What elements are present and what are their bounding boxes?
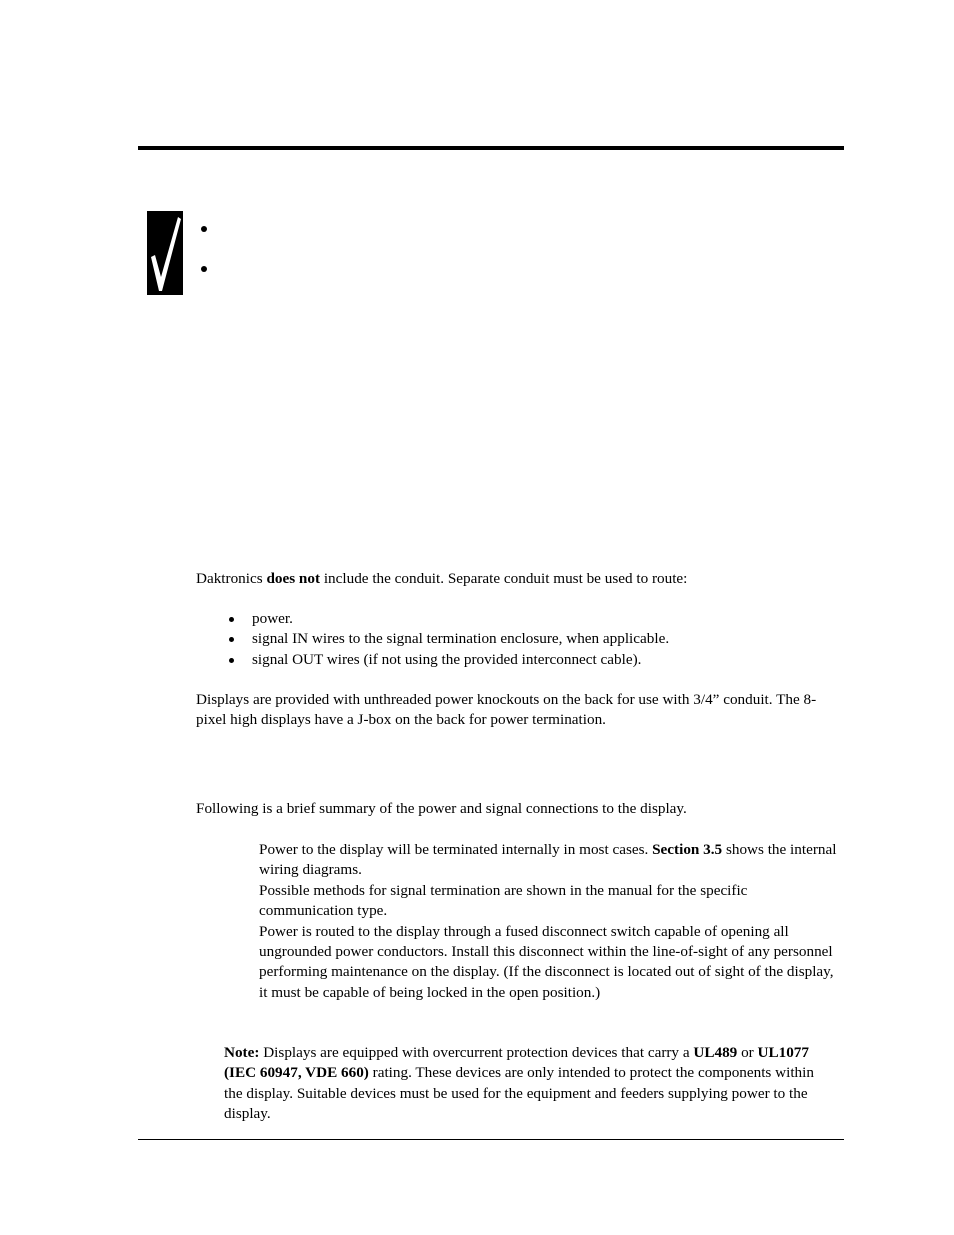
- power-step-text-end: shows the internal wiring diagrams.: [259, 841, 837, 879]
- note-text: or: [737, 1044, 758, 1061]
- list-item: signal OUT wires (if not using the provided interconnect cable).: [196, 650, 669, 670]
- checklist-bullet: [198, 260, 218, 300]
- checklist-bullet: [198, 220, 218, 260]
- note-rating-ul489: UL489: [693, 1044, 738, 1061]
- power-step-text: Power to the display will be terminated internally in most cases.: [259, 841, 653, 858]
- intro-text-end: include the conduit. Separate conduit must be used to route:: [320, 570, 688, 587]
- signal-step: Possible methods for signal termination are shown in the manual for the specific communication type.: [259, 881, 748, 920]
- checkmark-icon: [147, 211, 183, 295]
- note-label: Note:: [224, 1044, 260, 1061]
- conduit-intro: [196, 569, 846, 589]
- section-reference: Section 3.5: [652, 841, 723, 858]
- disconnect-step: Power is routed to the display through a fused disconnect switch capable of opening all ungrounded power conductors. Install this disconnect within the line-of-sight of any personnel performing maintenance on the display. (If the disconnect is located out of sight of the display, it must be capable of being locked in the open position.): [259, 922, 834, 1001]
- footer-rule: [138, 1139, 844, 1140]
- note-paragraph: [224, 1043, 834, 1125]
- note-rating-ul1077: UL1077 (IEC 60947, VDE 660): [224, 1044, 809, 1082]
- connection-steps: [259, 840, 839, 1003]
- summary-paragraph: Following is a brief summary of the power and signal connections to the display.: [196, 800, 687, 817]
- list-item: signal IN wires to the signal termination enclosure, when applicable.: [196, 629, 669, 649]
- note-text: rating. These devices are only intended to protect the components within the display. Suitable devices must be used for the equipment and feeders supplying power to the display.: [224, 1064, 814, 1123]
- intro-text: Daktronics: [196, 570, 267, 587]
- header-rule: [138, 146, 844, 150]
- power-step: [259, 840, 839, 881]
- knockouts-paragraph: Displays are provided with unthreaded power knockouts on the back for use with 3/4” conduit. The 8-pixel high displays have a J-box on the back for power termination.: [196, 691, 817, 729]
- note-text: Displays are equipped with overcurrent protection devices that carry a: [259, 1044, 694, 1061]
- intro-emphasis: does not: [266, 570, 321, 587]
- conduit-list: [196, 609, 669, 670]
- list-item: power.: [196, 609, 669, 629]
- checklist-bullets: [198, 220, 218, 300]
